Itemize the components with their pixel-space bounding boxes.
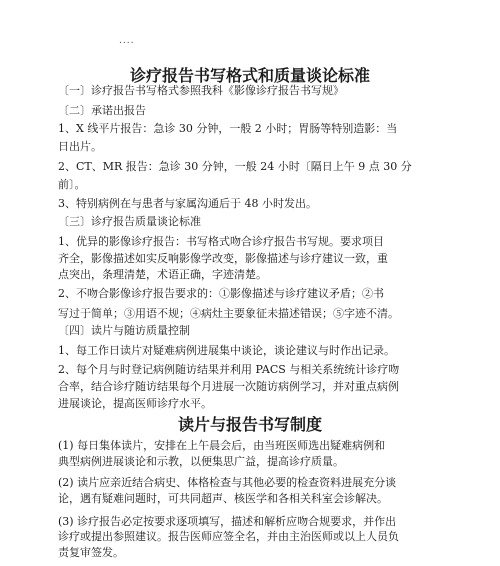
body-line: 前〕。 — [58, 178, 86, 191]
body-line: 写过于简单；③用语不规；④病灶主要象征未描述错误；⑤字迹不清。 — [58, 307, 399, 320]
body-line: 1、优异的影像诊疗报告：书写格式吻合诊疗报告书写规。要求项目 — [58, 235, 384, 248]
body-line: 2、不吻合影像诊疗报告要求的：①影像描述与诊疗建议矛盾；②书 — [58, 287, 384, 300]
body-line: 典型病例进展谈论和示教，以便集思广益，提高诊疗质量。 — [58, 455, 344, 468]
title-reading-system: 读片与报告书写制度 — [177, 415, 322, 434]
body-line: 论，遇有疑难问题时，可共同超声、核医学和各相关科室会诊解决。 — [58, 492, 388, 505]
body-line: (2) 读片应亲近结合病史、体格检查与其他必要的检查资料进展充分谈 — [58, 476, 397, 489]
body-line: 2、CT、MR 报告：急诊 30 分钟，一般 24 小时〔隔日上午 9 点 30 分 — [58, 160, 412, 173]
body-line: 点突出，条理清楚，术语正确，字迹清楚。 — [58, 268, 267, 281]
body-line: 齐全，影像描述如实反响影像学改变，影像描述与诊疗建议一致，重 — [58, 252, 388, 265]
body-line: 〔四〕读片与随访质量控制 — [58, 324, 190, 337]
body-line: 合率，结合诊疗随访结果每个月进展一次随访病例学习，并对重点病例 — [58, 380, 399, 393]
body-line: (3) 诊疗报告必定按要求逐项填写，描述和解析应吻合规要求，并作出 — [58, 515, 397, 528]
body-line: 诊疗或提出参照建议。报告医师应签全名，并由主治医师或以上人员负 — [58, 530, 399, 543]
header-mark: .... — [119, 36, 135, 46]
title-reporting-standards: 诊疗报告书写格式和质量谈论标准 — [129, 66, 370, 85]
body-line: 责复审签发。 — [58, 546, 124, 559]
body-line: 日出片。 — [58, 140, 102, 153]
body-line: 〔一〕诊疗报告书写格式参照我科《影像诊疗报告书写规》 — [58, 84, 344, 97]
body-line: 进展谈论，提高医师诊疗水平。 — [58, 397, 212, 410]
body-line: 〔三〕诊疗报告质量谈论标准 — [58, 215, 201, 228]
body-line: 2、每个月与时登记病例随访结果并利用 PACS 与相关系统统计诊疗吻 — [58, 363, 400, 376]
body-line: (1) 每日集体读片，安排在上午晨会后，由当班医师选出疑难病例和 — [58, 439, 386, 452]
body-line: 3、特别病例在与患者与家属沟通后于 48 小时发出。 — [58, 197, 317, 210]
body-line: 1、每工作日读片对疑难病例进展集中谈论，谈论建议与时作出记录。 — [58, 344, 395, 357]
body-line: 〔二〕承诺出报告 — [58, 104, 146, 117]
body-line: 1、X 线平片报告：急诊 30 分钟，一般 2 小时；胃肠等特别造影：当 — [58, 122, 398, 135]
